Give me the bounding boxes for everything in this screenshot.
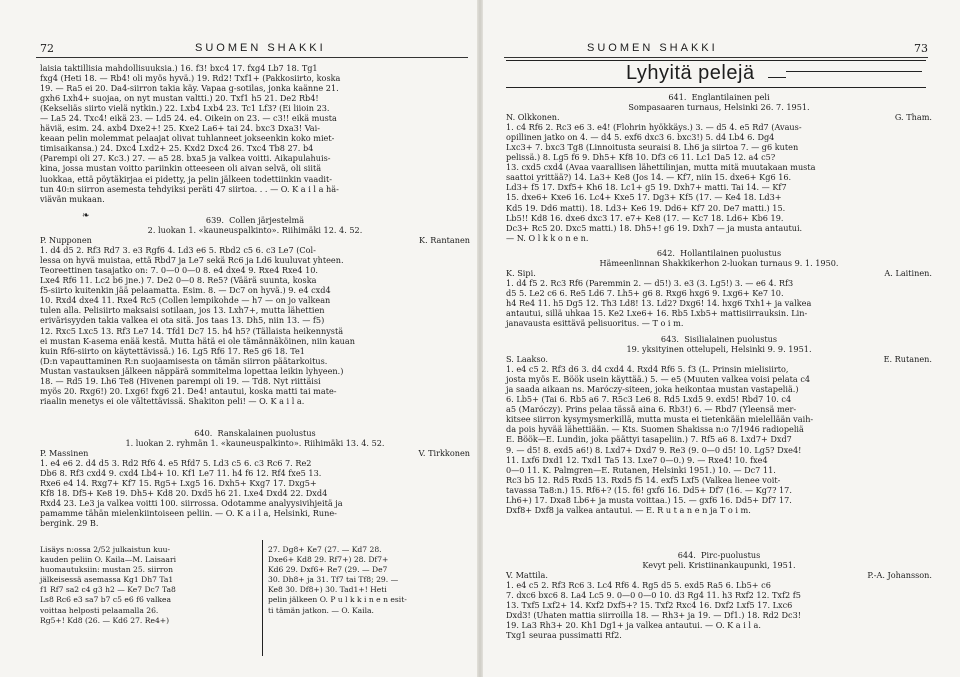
- game-number: 644.: [677, 550, 696, 560]
- game-event: Sompasaaren turnaus, Helsinki 26. 7. 1951.: [628, 102, 810, 113]
- header-rule-right: [504, 57, 928, 58]
- game-number: 639.: [205, 215, 224, 225]
- left-page: [0, 0, 478, 677]
- running-head-left: SUOMEN SHAKKI: [195, 42, 326, 54]
- game-640: 640. Ranskalainen puolustus 1. luokan 2. ryhmän 1. «kauneuspalkinto». Riihimäki 13. 4. 52. P. Massinen V. Tirkkonen 1. e4 e6 2. d4 d5 3. Rd2 Rf6 4. e5 Rfd7 5. Ld3 c5 6. c3 Rc6 7. Re2 Db6 8. Rf3 cxd4 9. cxd4 Lb4+ 10. Kf1 Le7 11. h4 f6 12. Rf4 fxe5 13. Rxe6 e4 14. Rxg7+ Kf7 15. Rg5+ Lxg5 16. Dxh5+ Kxg7 17. Dxg5+ Kf8 18. Df5+ Ke8 19. Dh5+ Kd8 20. Dxd5 h6 21. Lxe4 Dxd4 22. Dxd4 Rxd4 23. Le3 ja valkea voitti 100. siirrossa. Odotamme analyysivihjeitä ja pamamme tähän mielenkiintoiseen peliin. — O. K a i l a, Helsinki, Rune- bergink. 29 B.: [40, 428, 470, 529]
- white-player: N. Olkkonen.: [506, 112, 560, 123]
- game-639: 639. Collen järjestelmä 2. luokan 1. «kauneuspalkinto». Riihimäki 12. 4. 52. P. Nupponen K. Rantanen 1. d4 d5 2. Rf3 Rd7 3. e3 Rgf6 4. Ld3 e6 5. Rbd2 c5 6. c3 Le7 (Col- lessa on hyvä muistaa, että Rbd7 ja Le7 sekä Rc6 ja Ld6 kuuluvat yhteen. Teoreettinen tasajatko on: 7. 0—0 0—0 8. e4 dxe4 9. Rxe4 Rxe4 10. Lxe4 Rf6 11. Lc2 b6 jne.) 7. De2 0—0 8. Re5? (Väärä suunta, koska f5-siirto kuitenkin jää pelaamatta. Esim. 8. — Dc7 on hyvä.) 9. e4 cxd4 10. Rxd4 dxe4 11. Rxe4 Rc5 (Collen lempikohde — h7 — on jo valkean tulen alla. Pelisiirto maksaisi sotilaan, jos 13. Lxh7+, mutta lähettien erivärisyyden takia valkea ei ota sitä. Jos taas 13. Dh5, niin 13. — f5) 12. Rxc5 Lxc5 13. Rf3 Le7 14. Tfd1 Dc7 15. h4 h5? (Tällaista heikennystä ei mustan K-asema enää kestä. Mutta hätä ei ole tämännäköinen, niin kauan kuin Rf6-siirto on käytettävissä.) 16. Lg5 Rf6 17. Re5 g6 18. Te1 (D:n vapauttaminen R:n suojaamisesta on tämän siirron päätarkoitus. Mustan vastauksen jälkeen näppärä sommitelma lopettaa leikin lyhyeen.) 18. — Rd5 19. Lh6 Te8 (Hivenen parempi oli 19. — Td8. Nyt riittäisi myös 20. Rxg6!) 20. Lxg6! fxg6 21. De4! antautui, koska matti tai mate- riaalin menetys ei ole vältettävissä. Shakiton peli! — O. K a i l a.: [40, 215, 470, 406]
- game-643: 643. Sisilialainen puolustus 19. yksityinen ottelupeli, Helsinki 9. 9. 1951. S. Laakso. E. Rutanen. 1. e4 c5 2. Rf3 d6 3. d4 cxd4 4. Rxd4 Rf6 5. f3 (L. Prinsin mielisiirto, josta myös E. Böök usein käyttää.) 5. — e5 (Muuten valkea voisi pelata c4 ja saada aikaan ns. Maróczy-siteen, joka heikontaa mustan vastapeliä.) 6. Lb5+ (Tai 6. Rb5 a6 7. R5c3 Le6 8. Rd5 Lxd5 9. exd5! Rbd7 10. c4 a5 (Maróczy). Prins pelaa tässä aina 6. Rb3!) 6. — Rbd7 (Yleensä mer- kitsee siirron kysymysmerkillä, mutta musta ei tietenkään mielellään vaih- da pois hyvää lähettiään. — Kts. Suomen Shakissa n:o 7/1946 radiopeliä E. Böök—E. Lundin, joka päättyi tasapeliin.) 7. Rf5 a6 8. Lxd7+ Dxd7 9. — d5! 8. exd5 a6!) 8. Lxd7+ Dxd7 9. Re3 (9. 0—0 d5! 10. Lg5? Dxe4! 11. Lxf6 Dxd1 12. Txd1 Ta5 13. Lxe7 0—0.) 9. — Rxe4! 10. fxe4 0—0 11. K. Palmgren—E. Rutanen, Helsinki 1951.) 10. — Dc7 11. Rc3 b5 12. Rd5 Rxd5 13. Rxd5 f5 14. exf5 Lxf5 (Valkea lienee voit- tavassa Ta8:n.) 15. Rf6+? (15. f6! gxf6 16. Dd5+ Df7 (16. — Kg7? 17. Lh6+) 17. Dxa8 Lb6+ ja musta voittaa.) 15. — gxf6 16. Dd5+ Df7 17. Dxf8+ Dxf8 ja valkea antautui. — E. R u t a n e n ja T o i m.: [506, 334, 932, 515]
- black-player: V. Tirkkonen: [418, 448, 470, 459]
- game-title: Sisilialainen puolustus: [684, 334, 778, 344]
- game-number: 642.: [656, 248, 675, 258]
- game-641: 641. Englantilainen peli Sompasaaren turnaus, Helsinki 26. 7. 1951. N. Olkkonen. G. Tham. 1. c4 Rf6 2. Rc3 e6 3. e4! (Flohrin hyökkäys.) 3. — d5 4. e5 Rd7 (Avaus- opillinen jatko on 4. — d4 5. exf6 dxc3 6. bxc3!) 5. d4 Lb4 6. Dg4 Lxc3+ 7. bxc3 Tg8 (Linnoitusta seuraisi 8. Lh6 ja siirtoa 7. — g6 kuten pelissä.) 8. Lg5 f6 9. Dh5+ Kf8 10. Df3 c6 11. Lc1 Da5 12. a4 c5? 13. cxd5 cxd4 (Avaa vaarallisen lähettilinjan, mutta mitä muutakaan musta saattoi yrittää?) 14. La3+ Ke8 (Jos 14. — Kf7, niin 15. dxe6+ Kg6 16. Ld3+ f5 17. Dxf5+ Kh6 18. Lc1+ g5 19. Dxh7+ matti. Tai 14. — Kf7 15. dxe6+ Kxe6 16. Lc4+ Kxe5 17. Dg3+ Kf5 (17. — Ke4 18. Ld3+ Kd5 19. Dd6 matti). 18. Ld3+ Ke6 19. Dd6+ Kf7 20. De7 matti.) 15. Lb5!! Kd8 16. dxe6 dxc3 17. e7+ Ke8 (17. — Kc7 18. Ld6+ Kb6 19. Dc3+ Rc5 20. Dxc5 matti.) 18. Dh5+! g6 19. Dxh7 — ja musta antautui. — N. O l k k o n e n.: [506, 92, 932, 243]
- white-player: P. Massinen: [40, 448, 89, 459]
- white-player: P. Nupponen: [40, 235, 92, 246]
- white-player: K. Sipi.: [506, 268, 536, 279]
- game-event: 1. luokan 2. ryhmän 1. «kauneuspalkinto». Riihimäki 13. 4. 52.: [125, 438, 385, 449]
- continued-commentary: laisia taktillisia mahdollisuuksia.) 16. f3! bxc4 17. fxg4 Lb7 18. Tg1 fxg4 (Heti 18. — Rb4! oli myös hyvä.) 19. Rd2! Txf1+ (Pakkosiirto, koska 19. — Ra5 ei 20. Da4-siirron takia käy. Vapaa g-sotilas, jonka kaänne 21. gxh6 Lxh4+ suojaa, on nyt mustan valtti.) 20. Txf1 h5 21. De2 Rb4! (Kekseliäs siirto vielä nytkin.) 22. Lxb4 Lxb4 23. Tc1 Lf3? (Ei liioin 23. — La5 24. Txc4! eikä 23. — Ld5 24. e4. Oikein on 23. — c3!! eikä musta häviä, esim. 24. axb4 Dxe2+! 25. Kxe2 La6+ tai 24. bxc3 Dxa3! Vai- keaan pelin molemmat pelaajat olivat tuhlanneet jokseenkin koko miet- timisaikansa.) 24. Dxc4 Lxd2+ 25. Kxd2 Dxc4 26. Txc4 Tb8 27. b4 (Parempi oli 27. Kc3.) 27. — a5 28. bxa5 ja valkea voitti. Aikapulahuis- kina, jossa mustan voitto pariinkin otteeseen oli aivan selvä, oli siitä luokkaa, että pöytäkirjaa ei pidetty, ja pelin jälkeen todettiinkin vaadit- tun 40:n siirron asemesta tehdyiksi peräti 47 siirtoa. . . — O. K a i l a hä- viävän mukaan.: [40, 63, 341, 204]
- running-head-right: SUOMEN SHAKKI: [587, 42, 718, 54]
- game-event: Kevyt peli. Kristiinankaupunki, 1951.: [642, 560, 796, 571]
- black-player: G. Tham.: [894, 112, 932, 123]
- game-title: Ranskalainen puolustus: [217, 428, 316, 438]
- game-title: Hollantilainen puolustus: [680, 248, 782, 258]
- game-644: 644. Pirc-puolustus Kevyt peli. Kristiinankaupunki, 1951. V. Mattila. P.-A. Johansson. 1. e4 c5 2. Rf3 Rc6 3. Lc4 Rf6 4. Rg5 d5 5. exd5 Ra5 6. Lb5+ c6 7. dxc6 bxc6 8. La4 Lc5 9. 0—0 0—0 10. d3 Rg4 11. h3 Rxf2 12. Txf2 f5 13. Txf5 Lxf2+ 14. Kxf2 Dxf5+? 15. Txf2 Rxc4 16. Dxf2 Lxf5 17. Lxc6 Dxd3! (Uhaten mattia siirroilla 18. — Rh3+ ja 19. — Df1.) 18. Rd2 Dc3! 19. La3 Rh3+ 20. Kh1 Dg1+ ja valkea antautui. — O. K a i l a. Txg1 seuraa pussimatti Rf2.: [506, 550, 932, 641]
- page-number-left: 72: [40, 42, 54, 55]
- page-number-right: 73: [914, 42, 928, 55]
- header-rule-left: [36, 57, 468, 58]
- white-player: S. Laakso.: [506, 354, 548, 365]
- game-642: 642. Hollantilainen puolustus Hämeenlinnan Shakkikerhon 2-luokan turnaus 9. 1. 1950. K. Sipi. A. Laitinen. 1. d4 f5 2. Rc3 Rf6 (Paremmin 2. — d5!) 3. e3 (3. Lg5!) 3. — e6 4. Rf3 d5 5. Le2 c6 6. Re5 Ld6 7. Lh5+ g6 8. Rxg6 hxg6 9. Lxg6+ Ke7 10. h4 Re4 11. h5 Dg5 12. Th3 Ld8! 13. Ld2? Dxg6! 14. hxg6 Txh1+ ja valkea antautui, sillä uhkaa 15. Ke2 Lxe6+ 16. Rb5 Lxb5+ mattisiirrauksin. Lin- janavausta esittävä pelisuoritus. — T o i m.: [506, 248, 932, 329]
- black-player: P.-A. Johansson.: [867, 570, 932, 581]
- game-number: 643.: [660, 334, 680, 344]
- footnote-right-column: 27. Dg8+ Ke7 (27. — Kd7 28. Dxe6+ Kd8 29. Rf7+) 28. Df7+ Kd6 29. Dxf6+ Re7 (29. — De7 30. Dh8+ ja 31. Tf7 tai Tf8; 29. — Ke8 30. Df8+) 30. Tad1+! Heti pelin jälkeen O. P u l k k i n e n esit- ti tämän jatkon. — O. Kaila.: [268, 545, 407, 615]
- section-title: Lyhyitä pelejä: [626, 62, 755, 84]
- game-event: Hämeenlinnan Shakkikerhon 2-luokan turnaus 9. 1. 1950.: [599, 258, 839, 269]
- title-rule: [768, 77, 786, 78]
- right-page: [482, 0, 960, 677]
- black-player: A. Laitinen.: [884, 268, 932, 279]
- ornament-icon: ❧: [82, 211, 90, 221]
- game-title: Collen järjestelmä: [229, 215, 305, 225]
- section-title-box: [506, 60, 926, 88]
- game-event: 2. luokan 1. «kauneuspalkinto». Riihimäki 12. 4. 52.: [147, 225, 363, 236]
- game-event: 19. yksityinen ottelupeli, Helsinki 9. 9. 1951.: [626, 344, 812, 355]
- white-player: V. Mattila.: [506, 570, 548, 581]
- game-title: Englantilainen peli: [691, 92, 770, 102]
- game-number: 640.: [194, 428, 213, 438]
- game-number: 641.: [668, 92, 687, 102]
- footnote-left-column: Lisäys n:ossa 2/52 julkaistun kuu- kauden peliin O. Kaila—M. Laisaari huomautuksiin: mustan 25. siirron jälkeisessä asemassa Kg1 Dh7 Ta1 f1 Rf7 sa2 c4 g3 h2 — Ke7 Dc7 Ta8 Ls8 Rc6 e3 sa7 b7 c5 e6 f6 valkea voittaa helposti pelaamalla 26. Rg5+! Kd8 (26. — Kd6 27. Re4+): [40, 545, 177, 625]
- game-title: Pirc-puolustus: [701, 550, 761, 560]
- title-rule: [786, 71, 922, 72]
- black-player: K. Rantanen: [419, 235, 470, 246]
- column-divider: [262, 540, 263, 656]
- black-player: E. Rutanen.: [883, 354, 932, 365]
